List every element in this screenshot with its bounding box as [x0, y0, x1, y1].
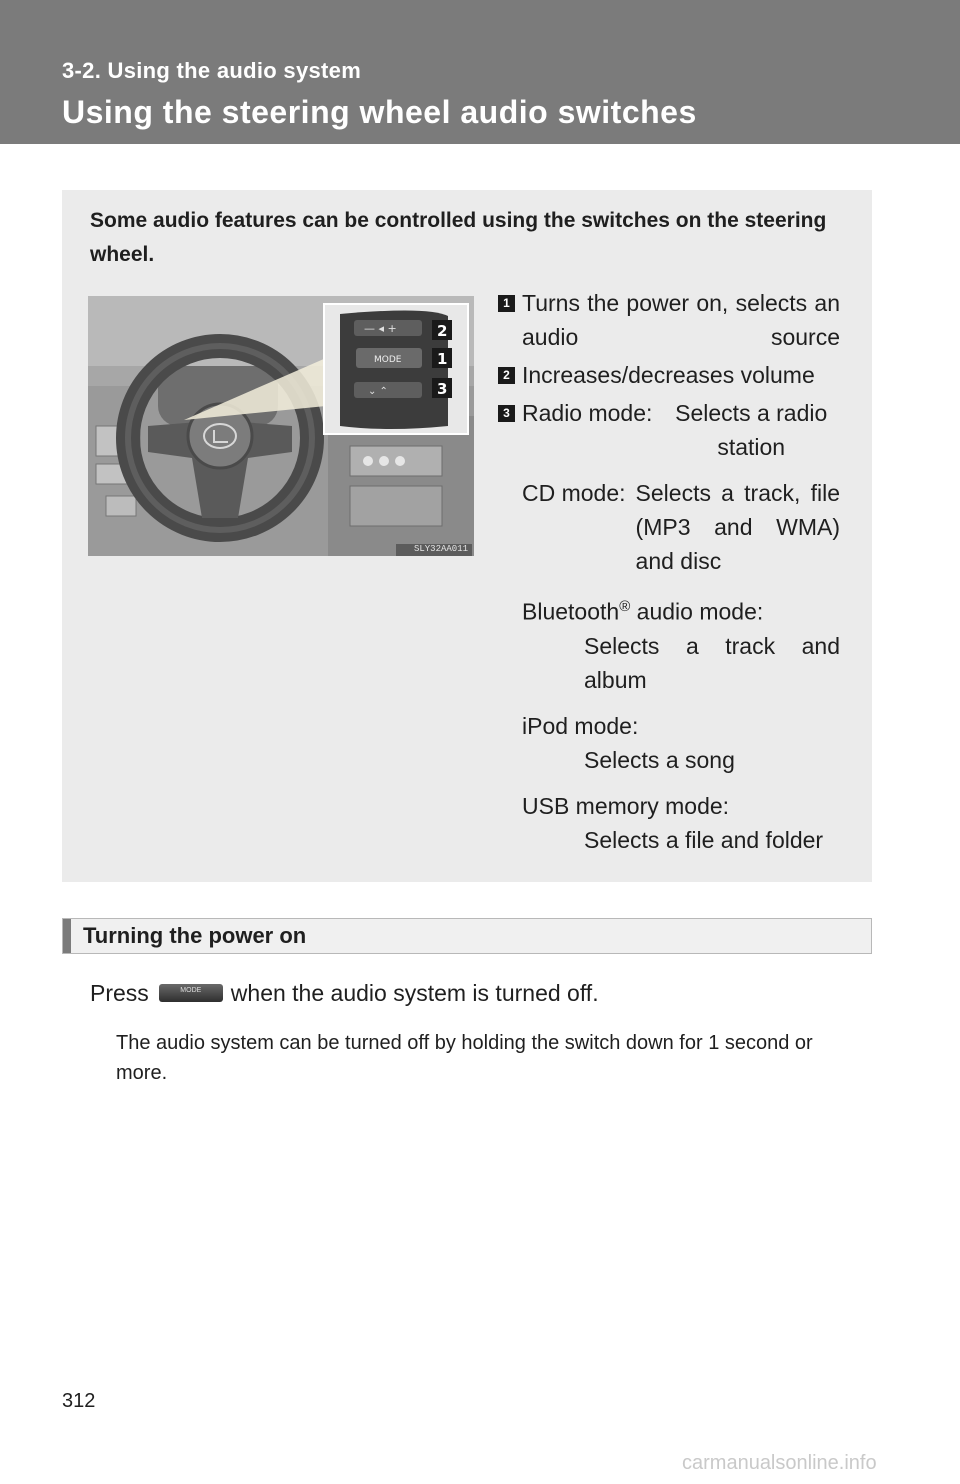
list-item	[498, 286, 840, 354]
info-panel	[62, 190, 872, 882]
page-number: 312	[62, 1390, 96, 1412]
mode-switch-label: MODE	[374, 355, 402, 365]
ipod-mode	[498, 709, 840, 777]
section-heading: Turning the power on	[83, 923, 307, 948]
ipod-mode-label: iPod mode:	[522, 712, 639, 739]
callout-2: 2	[437, 322, 448, 340]
svg-text:— ◂ +: — ◂ +	[364, 322, 397, 335]
section-heading-bar	[62, 918, 872, 954]
item-number-3: 3	[498, 405, 515, 422]
callout-1: 1	[437, 350, 448, 368]
watermark: carmanualsonline.info	[682, 1452, 877, 1474]
figure-code: SLY32AA011	[413, 544, 468, 554]
page-title: Using the steering wheel audio switches	[62, 94, 697, 130]
bluetooth-mode	[498, 590, 840, 697]
bluetooth-mode-label-suffix: audio mode:	[630, 598, 764, 625]
cd-mode-label: CD mode:	[522, 480, 626, 506]
press-text-after: when the audio system is turned off.	[230, 980, 599, 1006]
press-text-before: Press	[90, 980, 149, 1006]
press-instruction	[90, 980, 599, 1007]
radio-mode-text: Selects a radio station	[675, 400, 828, 460]
item-text: Increases/decreases volume	[522, 362, 815, 388]
radio-mode-label: Radio mode:	[522, 400, 653, 426]
page-header	[0, 0, 960, 144]
steering-wheel-svg	[88, 296, 474, 556]
usb-mode-text: Selects a file and folder	[584, 826, 824, 853]
bluetooth-mode-label: Bluetooth	[522, 598, 620, 625]
item-text: Turns the power on, selects an audio source	[522, 290, 840, 350]
intro-text: Some audio features can be controlled using the switches on the steering wheel.	[90, 209, 827, 266]
mode-button-label: MODE	[180, 986, 202, 994]
callout-3: 3	[437, 380, 448, 398]
steering-wheel-illustration	[88, 296, 474, 556]
cd-mode	[498, 476, 840, 578]
list-item	[498, 358, 840, 392]
heading-accent	[63, 919, 71, 953]
ipod-mode-text: Selects a song	[584, 746, 735, 773]
note-text: The audio system can be turned off by holding the switch down for 1 second or more.	[116, 1032, 813, 1084]
item-number-1: 1	[498, 295, 515, 312]
section-label: 3-2. Using the audio system	[62, 58, 362, 83]
usb-mode-label: USB memory mode:	[522, 792, 730, 819]
svg-text:⌄ ⌃: ⌄ ⌃	[368, 386, 388, 397]
list-item	[498, 396, 840, 464]
registered-mark: ®	[619, 598, 631, 615]
cd-mode-text: Selects a track, file (MP3 and WMA) and disc	[635, 480, 840, 574]
usb-mode	[498, 789, 840, 857]
bluetooth-mode-text: Selects a track and album	[584, 632, 840, 693]
mode-button-icon	[159, 984, 223, 1002]
switch-function-list	[498, 286, 840, 857]
item-number-2: 2	[498, 367, 515, 384]
